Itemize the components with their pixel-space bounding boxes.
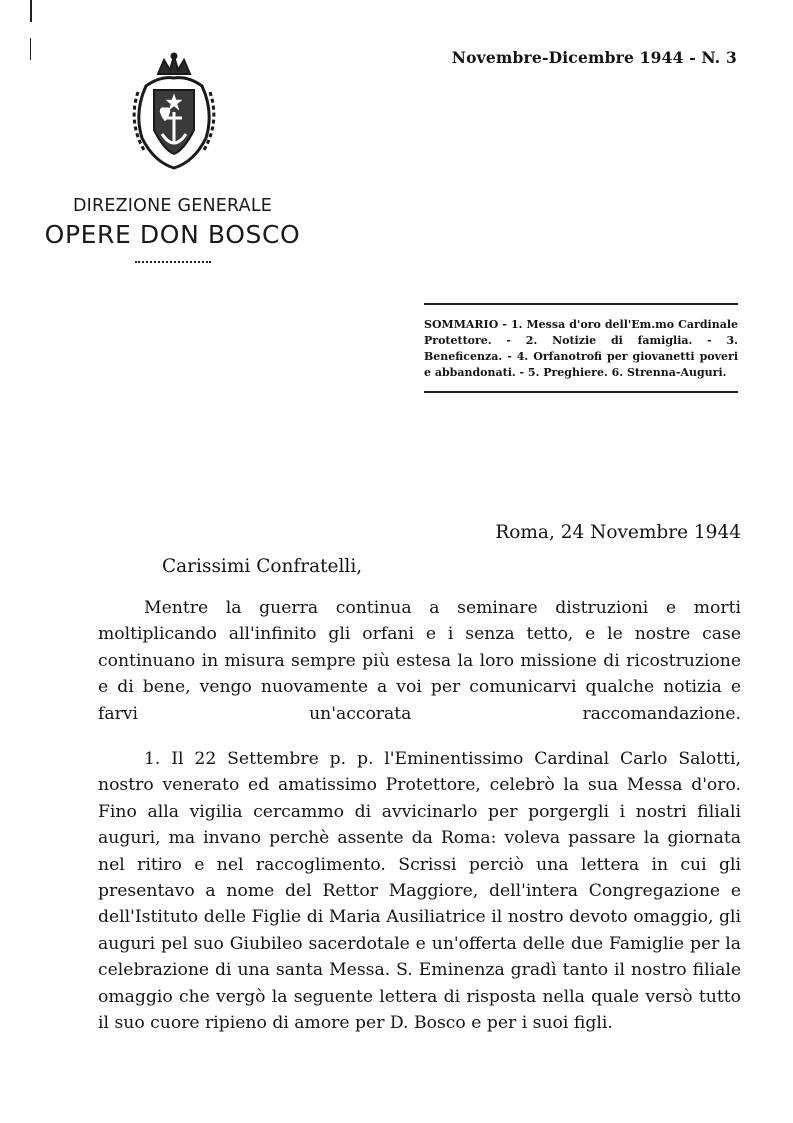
paragraph-section-1: 1. Il 22 Settembre p. p. l'Eminentissimo Cardinal Carlo Salotti, nostro venerato ed amatissimo Protettore, celebrò la sua Messa d'oro. Fino alla vigilia cercammo di avvicinarlo per porgergli i nostri filiali auguri, ma invano perchè assente da Roma: voleva passare la giornata nel ritiro e nel raccoglimento. Scrissi perciò una lettera in cui gli presentavo a nome del Rettor Maggiore, dell'intera Congregazione e dell'Istituto delle Figlie di Maria Ausiliatrice il nostro devoto omaggio, gli auguri pel suo Giubileo sacerdotale e un'offerta delle due Famiglie per la celebrazione di una santa Messa. S. Eminenza gradì tanto il nostro filiale omaggio che vergò la seguente lettera di risposta nella quale versò tutto il suo cuore ripieno di amore per D. Bosco e per i suoi figli. — [98, 749, 741, 1034]
letter-date: Roma, 24 Novembre 1944 — [495, 522, 741, 543]
salutation: Carissimi Confratelli, — [162, 556, 363, 577]
summary-text: SOMMARIO - 1. Messa d'oro dell'Em.mo Cardinale Protettore. - 2. Notizie di famiglia. - 3. Beneficenza. - 4. Orfanotrofi per giovanetti poveri e abbandonati. - 5. Preghiere. 6. Strenna-Auguri. — [424, 318, 738, 379]
binding-mark — [30, 38, 31, 60]
divider — [135, 261, 211, 263]
org-name: OPERE DON BOSCO — [44, 220, 301, 249]
organization-header — [40, 196, 305, 263]
summary-box — [424, 303, 738, 393]
org-department: DIREZIONE GENERALE — [72, 196, 273, 216]
issue-number: Novembre-Dicembre 1944 - N. 3 — [451, 48, 737, 67]
paragraph-intro: Mentre la guerra continua a seminare distruzioni e morti moltiplicando all'infinito gli orfani e i senza tetto, e le nostre case continuano in misura sempre più estesa la loro missione di ricostruzione e di bene, vengo nuovamente a voi per comunicarvi qualche notizia e farvi un'accorata raccomandazione. — [98, 598, 741, 724]
salesian-coat-of-arms-icon — [124, 52, 224, 172]
binding-mark — [30, 0, 32, 22]
